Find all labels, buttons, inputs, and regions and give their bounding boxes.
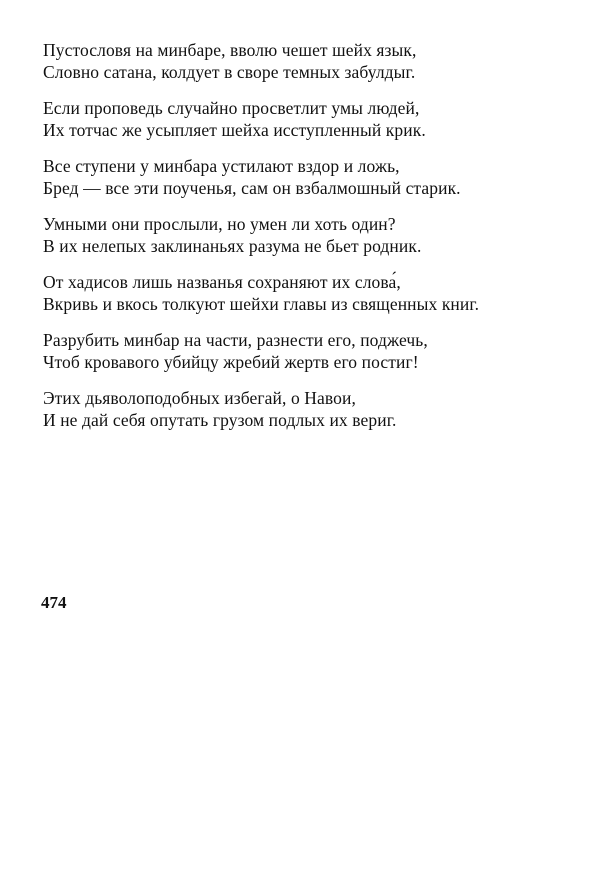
poem-line: Их тотчас же усыпляет шейха исступленный крик. bbox=[43, 119, 426, 140]
poem-line: Пустословя на минбаре, вволю чешет шейх язык, bbox=[43, 40, 417, 60]
stanza-6 bbox=[43, 330, 563, 373]
poem-line: Вкривь и вкось толкуют шейхи главы из священных книг. bbox=[43, 293, 480, 314]
poem-line: От хадисов лишь названья сохраняют их слова́, bbox=[43, 272, 401, 292]
poem-line: Чтоб кровавого убийцу жребий жертв его постиг! bbox=[43, 351, 419, 372]
stanza-2 bbox=[43, 98, 563, 141]
stanza-7 bbox=[43, 388, 563, 431]
stanza-4 bbox=[43, 214, 563, 257]
poem-line: И не дай себя опутать грузом подлых их вериг. bbox=[43, 409, 397, 430]
stanza-3 bbox=[43, 156, 563, 199]
poem-line: Бред — все эти поученья, сам он взбалмошный старик. bbox=[43, 177, 461, 198]
poem-line: Разрубить минбар на части, разнести его, поджечь, bbox=[43, 330, 428, 350]
poem-line: Умными они прослыли, но умен ли хоть один? bbox=[43, 214, 396, 234]
stanza-1 bbox=[43, 40, 563, 83]
poem-line: В их нелепых заклинаньях разума не бьет родник. bbox=[43, 235, 422, 256]
poem-line: Если проповедь случайно просветлит умы людей, bbox=[43, 98, 420, 118]
page-number: 474 bbox=[41, 593, 67, 612]
stanza-5 bbox=[43, 272, 563, 315]
poem-line: Все ступени у минбара устилают вздор и ложь, bbox=[43, 156, 400, 176]
poem-line: Словно сатана, колдует в своре темных забулдыг. bbox=[43, 61, 416, 82]
poem-line: Этих дьяволоподобных избегай, о Навои, bbox=[43, 388, 356, 408]
poem bbox=[43, 40, 563, 446]
